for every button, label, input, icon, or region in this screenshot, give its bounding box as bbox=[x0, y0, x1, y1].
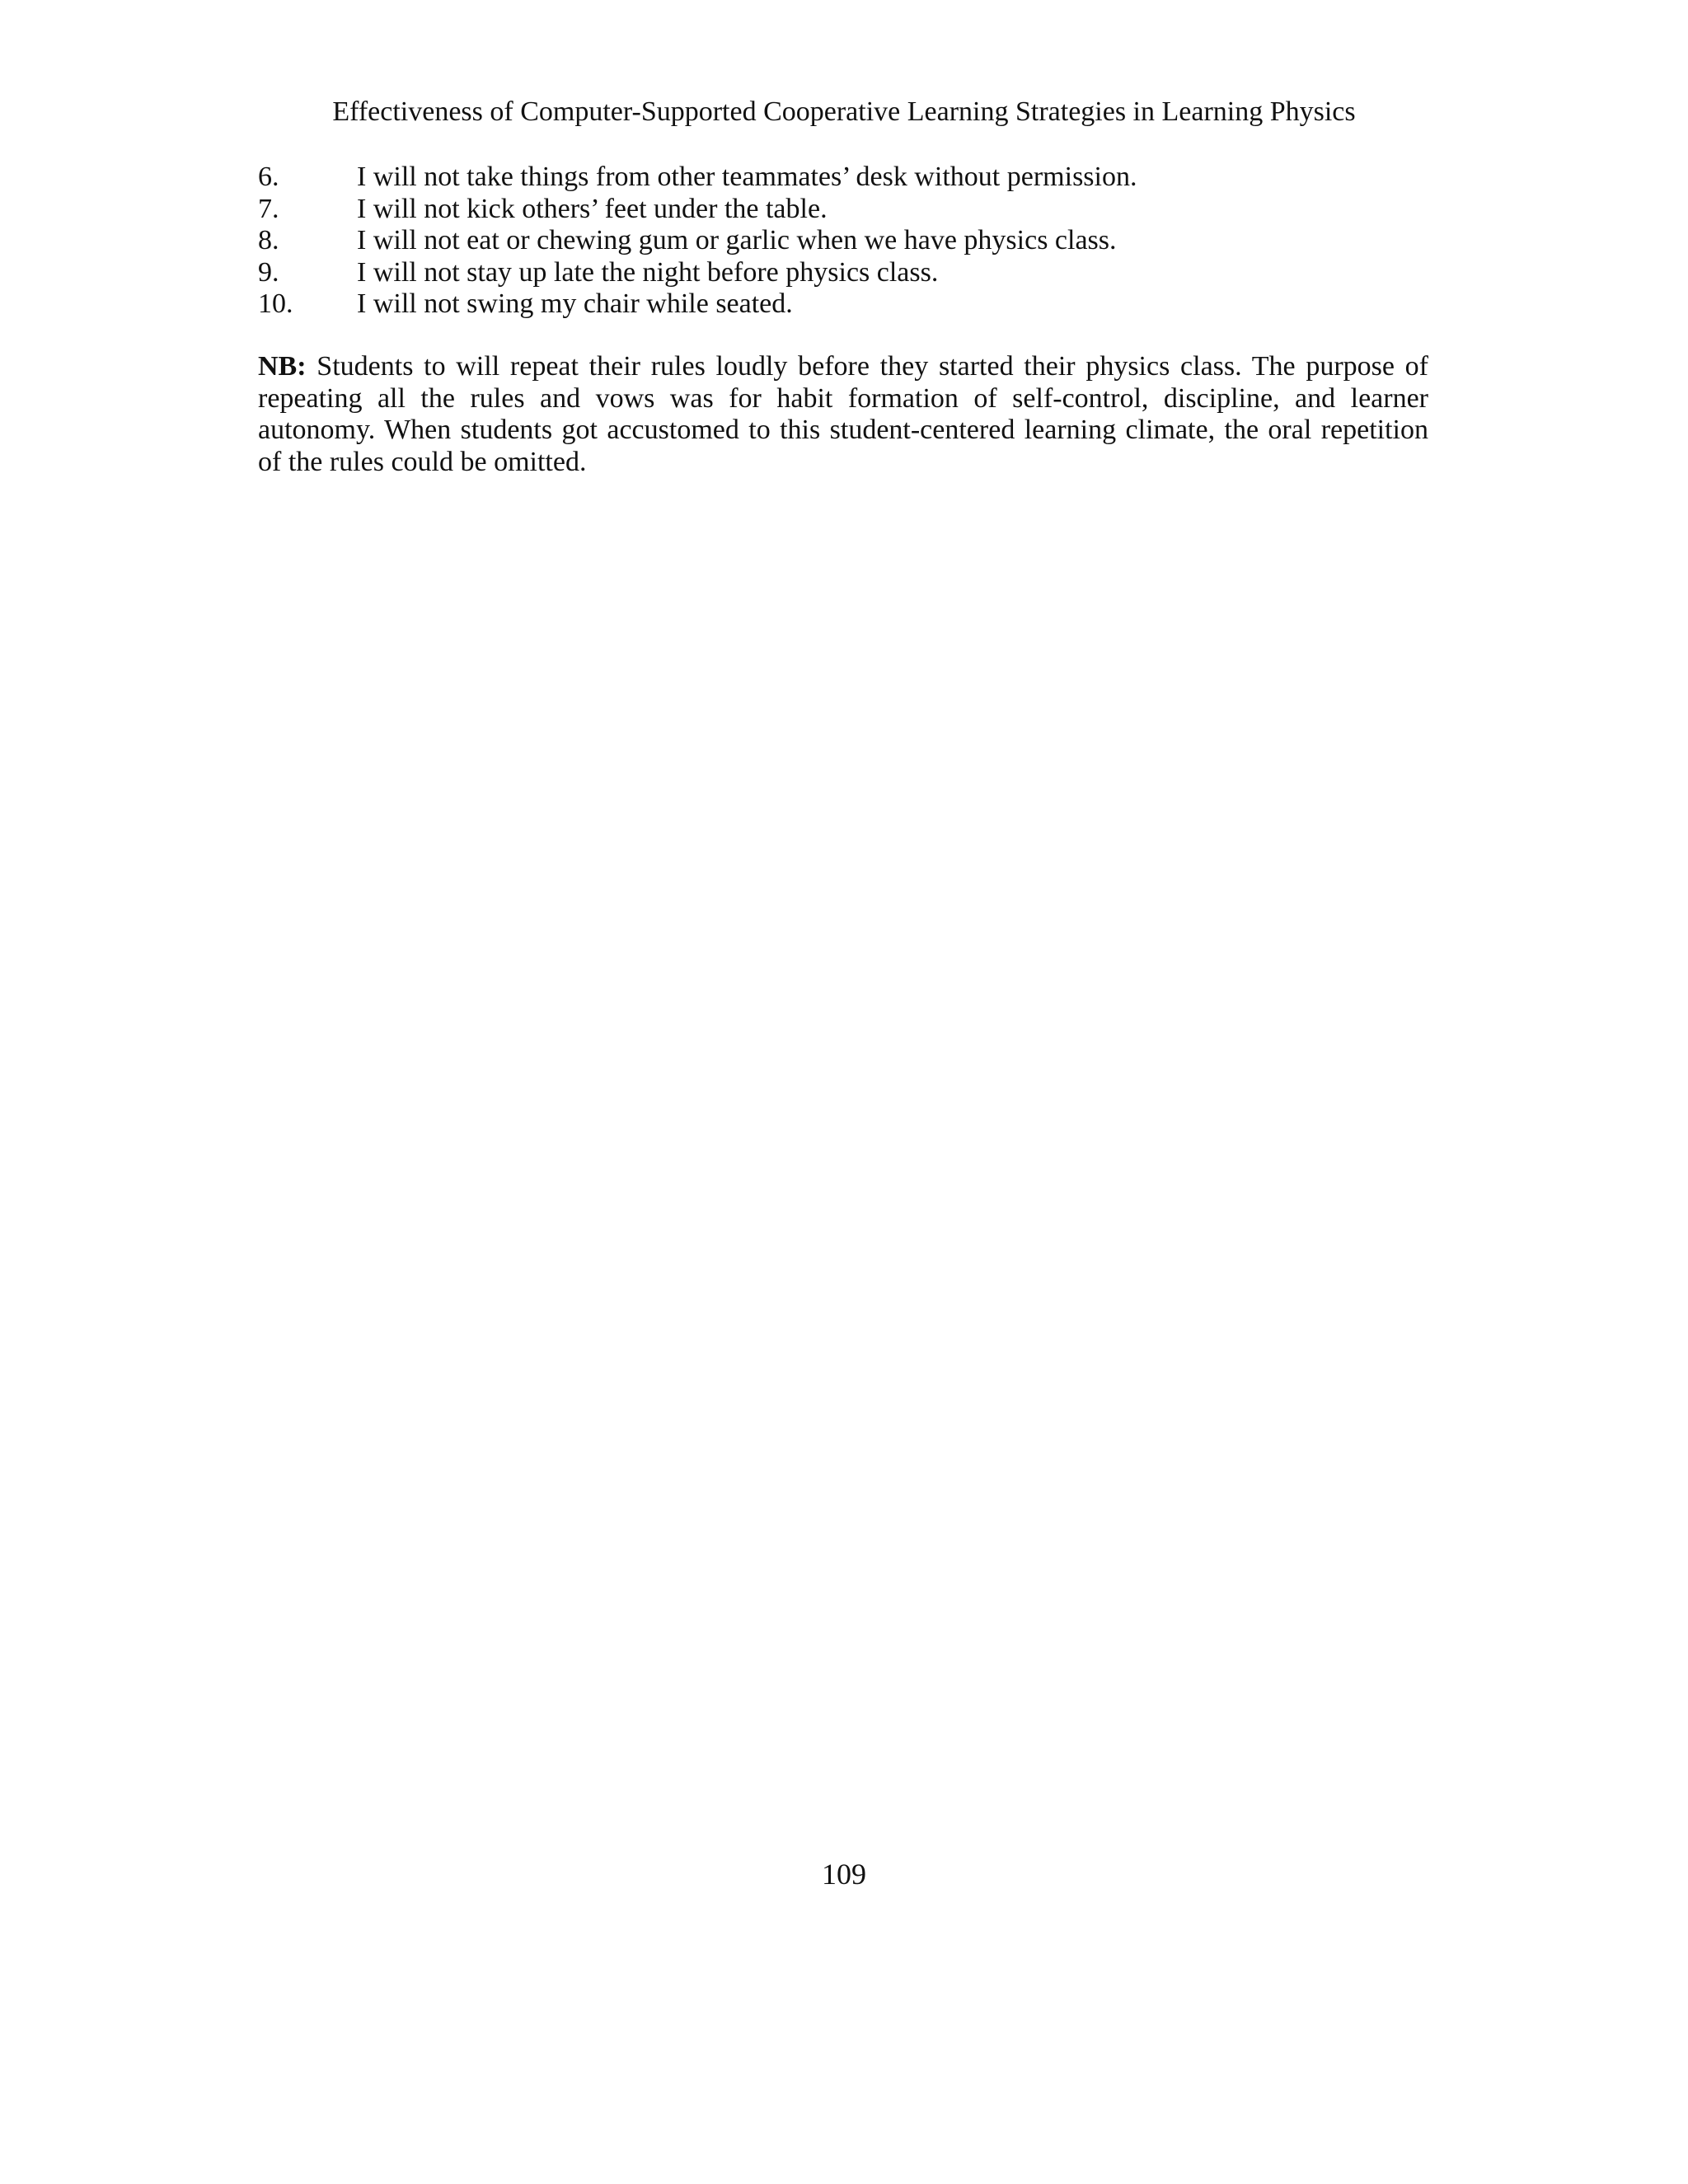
list-item bbox=[258, 225, 1428, 257]
note-text: Students to will repeat their rules loudly before they started their physics class. The purpose of repeating all the rules and vows was for habit formation of self-control, discipline, and learner autonomy. When students got accustomed to this student-centered learning climate, the oral repetition of the rules could be omitted. bbox=[258, 351, 1428, 477]
list-item bbox=[258, 162, 1428, 194]
note-paragraph bbox=[258, 351, 1428, 478]
running-header: Effectiveness of Computer-Supported Cooperative Learning Strategies in Learning Physics bbox=[332, 96, 1356, 127]
rule-text: I will not swing my chair while seated. bbox=[357, 288, 793, 319]
list-item bbox=[258, 288, 1428, 321]
note-label: NB: bbox=[258, 351, 307, 382]
rules-list bbox=[258, 162, 1428, 321]
rule-text: I will not stay up late the night before physics class. bbox=[357, 256, 939, 288]
rule-text: I will not take things from other teammates’ desk without permission. bbox=[357, 162, 1137, 192]
page-number: 109 bbox=[822, 1858, 866, 1891]
rule-text: I will not eat or chewing gum or garlic when we have physics class. bbox=[357, 225, 1117, 255]
rule-number: 10. bbox=[258, 288, 293, 319]
rule-number: 6. bbox=[258, 162, 279, 192]
rule-text: I will not kick others’ feet under the table. bbox=[357, 193, 828, 224]
rule-number: 8. bbox=[258, 225, 279, 255]
list-item bbox=[258, 194, 1428, 226]
rule-number: 7. bbox=[258, 193, 279, 224]
rule-number: 9. bbox=[258, 256, 279, 288]
list-item bbox=[258, 257, 1428, 289]
